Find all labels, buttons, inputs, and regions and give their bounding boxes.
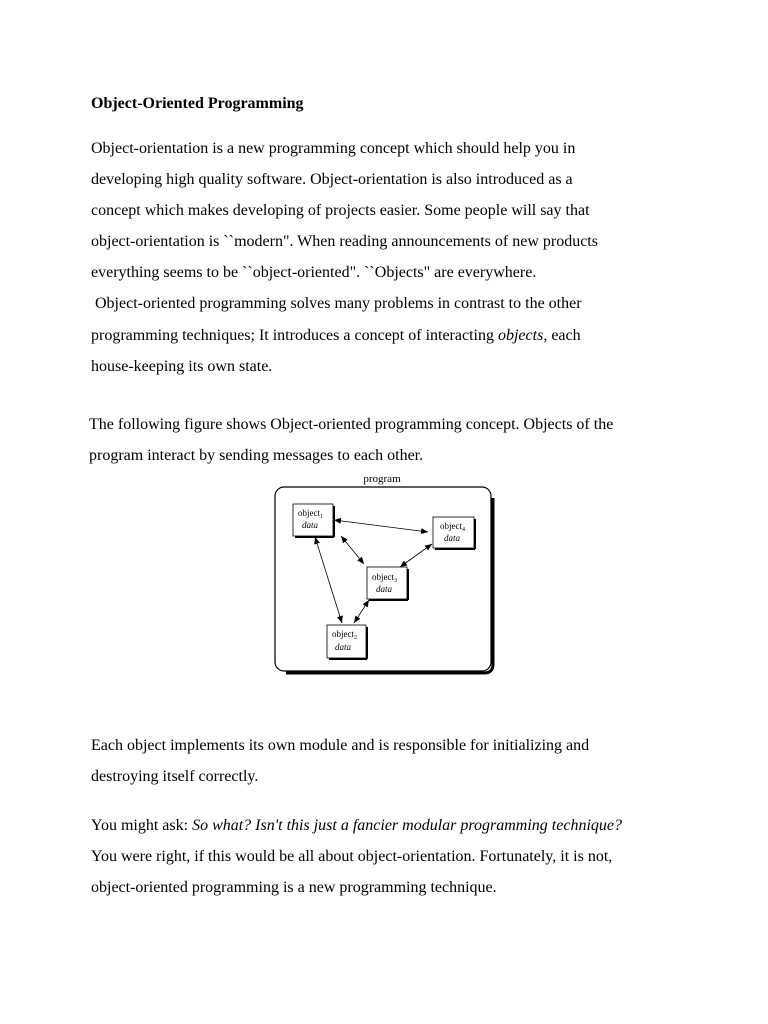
emphasis-objects: objects <box>497 327 544 344</box>
object-4-field: data <box>444 533 461 543</box>
object-4-name: object <box>440 521 462 531</box>
object-2-name: object <box>332 629 354 639</box>
paragraph-4-line-1 <box>91 816 622 836</box>
object-2-sub: 2 <box>354 635 357 641</box>
paragraph-3-line-1: Each object implements its own module and is responsible for initializing and <box>91 737 590 754</box>
object-4-box <box>433 517 475 549</box>
paragraph-4-line-3: object-oriented programming is a new programming technique. <box>91 879 497 896</box>
paragraph-3-line-2: destroying itself correctly. <box>91 768 259 785</box>
object-interaction-figure <box>272 470 498 676</box>
object-2-box <box>327 625 367 659</box>
paragraph-1-line-2: developing high quality software. Object-orientation is also introduced as a <box>91 171 573 188</box>
figure-label-program: program <box>363 473 401 485</box>
object-3-sub: 3 <box>394 578 397 584</box>
emphasis-question: So what? Isn't this just a fancier modular programming technique? <box>192 817 622 834</box>
paragraph-1-line-5: everything seems to be ``object-oriented". ``Objects" are everywhere. <box>91 264 537 281</box>
paragraph-2-line-2: program interact by sending messages to each other. <box>89 447 424 464</box>
paragraph-4-line-1-text: You might ask: <box>91 817 193 834</box>
paragraph-4-line-2: You were right, if this would be all about object-orientation. Fortunately, it is not, <box>91 848 613 865</box>
object-1-box <box>293 504 334 537</box>
object-1-field: data <box>302 520 319 530</box>
paragraph-1-line-8: house-keeping its own state. <box>91 358 273 375</box>
object-3-name: object <box>372 572 394 582</box>
paragraph-1-line-7-text: programming techniques; It introduces a concept of interacting <box>91 327 498 344</box>
object-3-box <box>367 567 408 600</box>
paragraph-1-line-6: Object-oriented programming solves many problems in contrast to the other <box>91 295 582 312</box>
paragraph-1-line-1: Object-orientation is a new programming concept which should help you in <box>91 140 576 157</box>
paragraph-1-line-4: object-orientation is ``modern". When reading announcements of new products <box>91 233 598 250</box>
paragraph-1-line-7-tail: , each <box>543 327 581 344</box>
object-1-sub: 1 <box>320 514 323 520</box>
object-3-field: data <box>376 584 393 594</box>
object-4-sub: 4 <box>462 527 465 533</box>
paragraph-2-line-1: The following figure shows Object-oriented programming concept. Objects of the <box>89 416 614 433</box>
object-2-field: data <box>335 642 352 652</box>
document-title: Object-Oriented Programming <box>91 95 304 112</box>
paragraph-1-line-7 <box>91 326 581 346</box>
object-1-name: object <box>298 508 320 518</box>
paragraph-1-line-3: concept which makes developing of projects easier. Some people will say that <box>91 202 590 219</box>
